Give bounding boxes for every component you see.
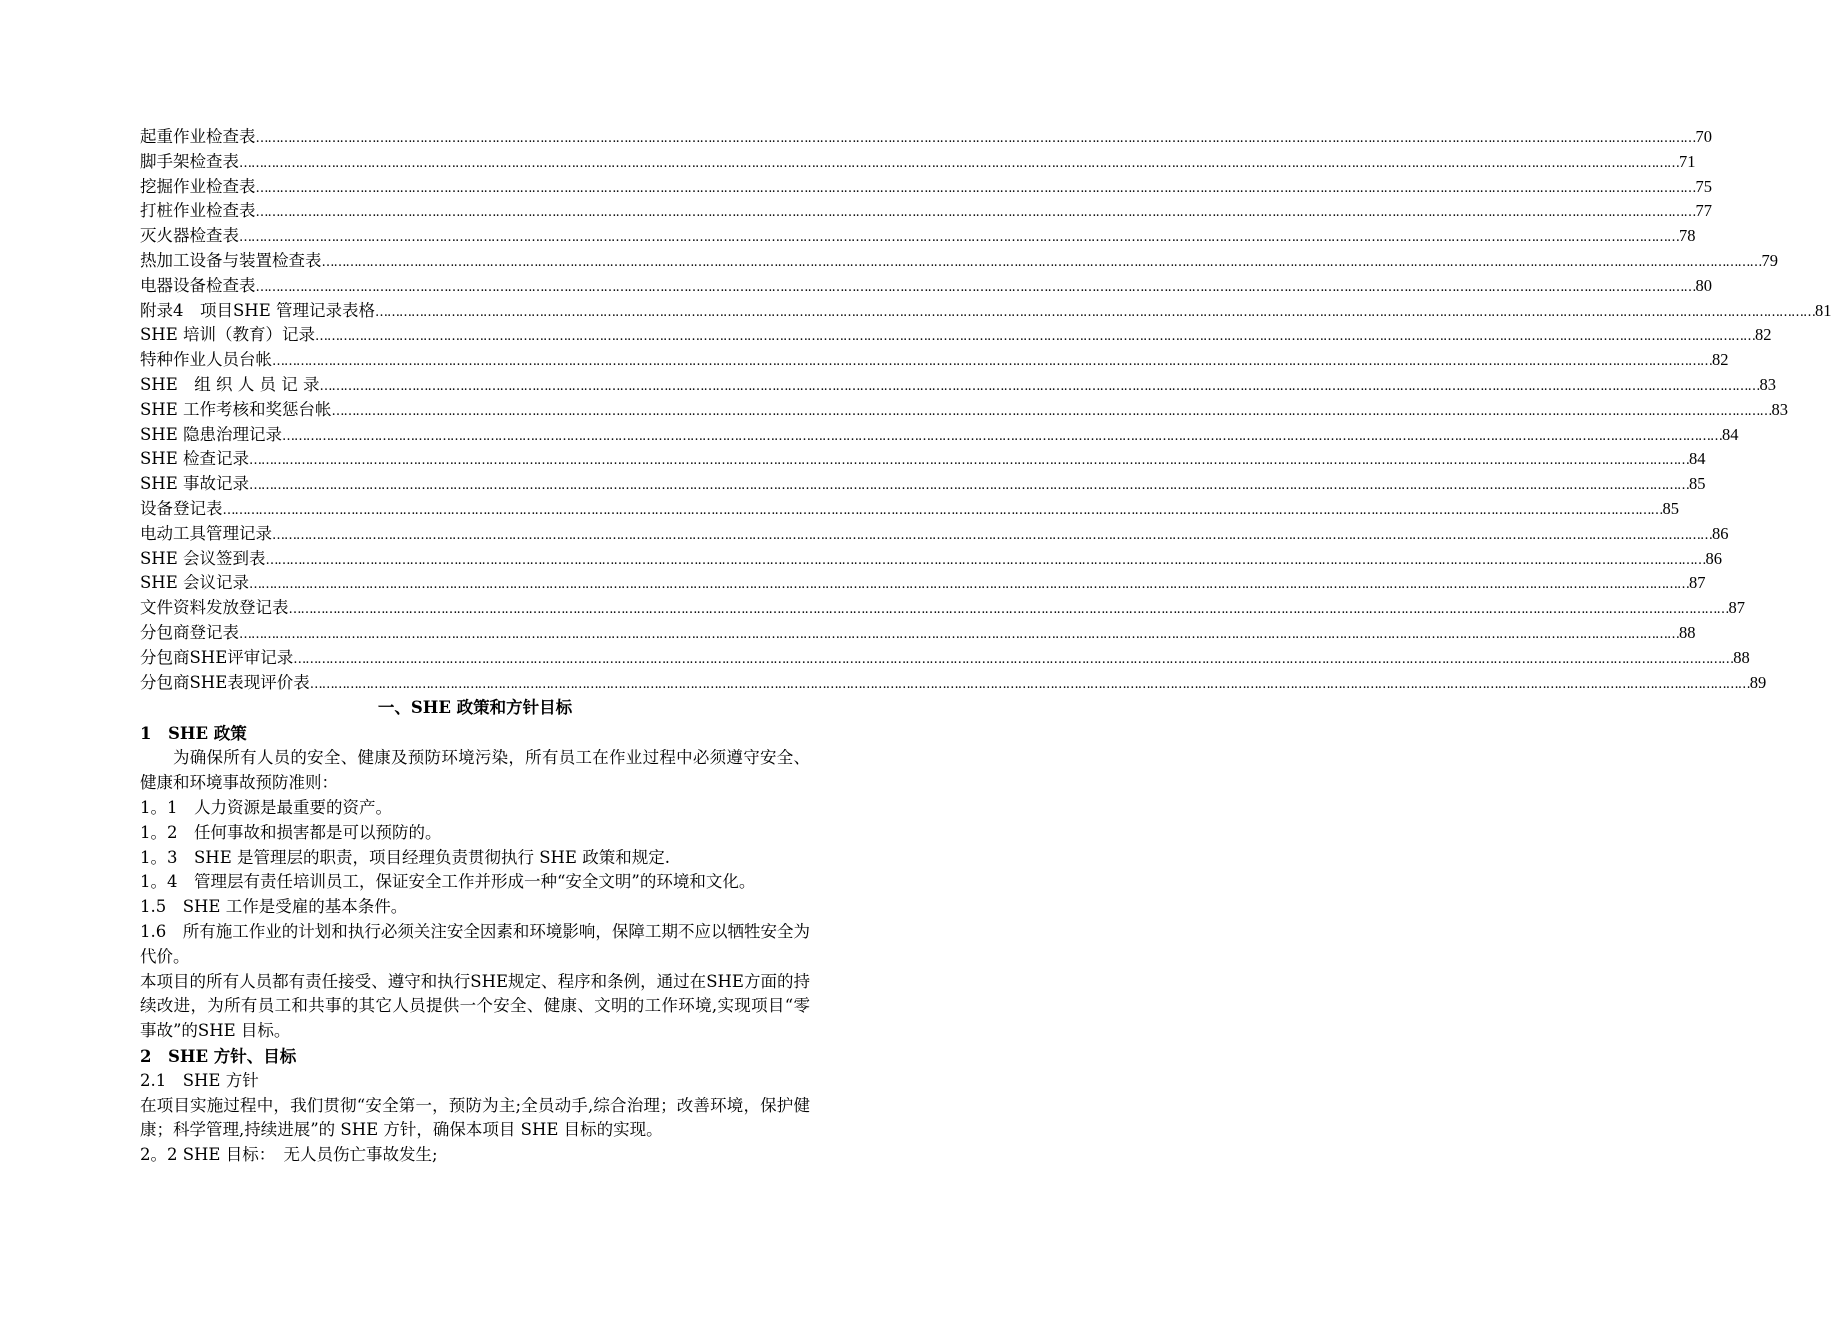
toc-entry-title: 灭火器检查表 xyxy=(140,226,239,246)
toc-entry-page: 88 xyxy=(1679,622,1696,642)
toc-entry xyxy=(140,423,1739,448)
toc-entry-title: 电动工具管理记录 xyxy=(140,523,272,543)
toc-entry xyxy=(140,596,1745,621)
toc-entry-title: 特种作业人员台帐 xyxy=(140,350,272,370)
toc-entry-page: 86 xyxy=(1712,523,1729,543)
guideline-subheading: 2.1 SHE 方针 xyxy=(140,1070,259,1090)
toc-entry xyxy=(140,373,1776,398)
toc-leader-dots: ……………………………………………………………………………………………………………………………………………………………………………………………………………………………………………………………………………………………………………………………… xyxy=(288,602,1729,618)
toc-entry-title: SHE 会议记录 xyxy=(140,573,249,593)
toc-entry-page: 71 xyxy=(1679,151,1696,171)
toc-entry-page: 87 xyxy=(1728,598,1745,618)
toc-leader-dots: ……………………………………………………………………………………………………………………………………………………………………………………………………………………………………………………………………………………………………………………………… xyxy=(374,304,1815,320)
toc-entry-title: 脚手架检查表 xyxy=(140,151,239,171)
toc-entry-page: 82 xyxy=(1754,325,1772,345)
guideline-heading: 2 SHE 方针、目标 xyxy=(140,1046,297,1066)
toc-entry xyxy=(140,299,1831,324)
toc-entry xyxy=(140,571,1706,596)
toc-entry xyxy=(140,547,1722,572)
toc-leader-dots: ……………………………………………………………………………………………………………………………………………………………………………………………………………………………………………………………………………………………………………………………… xyxy=(272,527,1712,543)
guideline-text: 在项目实施过程中，我们贯彻“安全第一，预防为主;全员动手,综合治理；改善环境，保护健康；科学管理,持续进展”的 SHE 方针，确保本项目 SHE 目标的实现。 xyxy=(140,1095,810,1140)
toc-entry xyxy=(140,398,1788,423)
policy-item: 1。4 管理层有责任培训员工，保证安全工作并形成一种“安全文明”的环境和文化。 xyxy=(140,872,756,892)
toc-entry-page: 70 xyxy=(1695,127,1712,146)
toc-entry xyxy=(140,175,1712,200)
toc-entry-page: 80 xyxy=(1695,275,1712,295)
toc-leader-dots: ……………………………………………………………………………………………………………………………………………………………………………………………………………………………………………………………………………………………………………………………… xyxy=(272,354,1712,370)
toc-entry-page: 88 xyxy=(1733,647,1750,667)
toc-entry-page: 85 xyxy=(1688,474,1706,494)
toc-leader-dots: ……………………………………………………………………………………………………………………………………………………………………………………………………………………………………………………………………………………………………………………………… xyxy=(321,254,1762,270)
toc-entry xyxy=(140,447,1706,472)
policy-closing: 本项目的所有人员都有责任接受、遵守和执行SHE规定、程序和条例，通过在SHE方面的持续改进，为所有员工和共事的其它人员提供一个安全、健康、文明的工作环境,实现项目“零事故”的SHE 目标。 xyxy=(140,971,810,1041)
toc-entry xyxy=(140,671,1767,696)
toc-entry-title: 打桩作业检查表 xyxy=(140,201,256,221)
toc-leader-dots: ……………………………………………………………………………………………………………………………………………………………………………………………………………………………………………………………………………………………………………………………… xyxy=(248,577,1689,593)
toc-entry xyxy=(140,274,1712,299)
toc-leader-dots: ……………………………………………………………………………………………………………………………………………………………………………………………………………………………………………………………………………………………………………………………… xyxy=(239,626,1679,642)
toc-leader-dots: ……………………………………………………………………………………………………………………………………………………………………………………………………………………………………………………………………………………………………………………………… xyxy=(331,403,1772,419)
section-title: 一、SHE 政策和方针目标 xyxy=(377,698,573,718)
toc-entry-title: 文件资料发放登记表 xyxy=(140,598,289,618)
toc-leader-dots: ……………………………………………………………………………………………………………………………………………………………………………………………………………………………………………………………………………………………………………………………… xyxy=(248,478,1689,494)
toc-entry-title: 电器设备检查表 xyxy=(140,275,256,295)
toc-entry-page: 84 xyxy=(1688,449,1706,469)
toc-leader-dots: ……………………………………………………………………………………………………………………………………………………………………………………………………………………………………………………………………………………………………………………………… xyxy=(265,552,1706,568)
toc-entry-title: SHE 会议签到表 xyxy=(140,548,266,568)
table-of-contents xyxy=(140,125,1831,695)
toc-leader-dots: ……………………………………………………………………………………………………………………………………………………………………………………………………………………………………………………………………………………………………………………………… xyxy=(248,453,1689,469)
toc-entry-page: 87 xyxy=(1688,573,1706,593)
toc-entry-title: 分包商登记表 xyxy=(140,622,239,642)
toc-entry-title: SHE 组 织 人 员 记 录 xyxy=(140,374,320,394)
document-page xyxy=(140,125,1831,1168)
toc-entry-title: SHE 检查记录 xyxy=(140,449,249,469)
toc-entry xyxy=(140,621,1696,646)
toc-entry xyxy=(140,522,1729,547)
policy-item: 1。2 任何事故和损害都是可以预防的。 xyxy=(140,822,442,842)
guideline-target: 2。2 SHE 目标： 无人员伤亡事故发生; xyxy=(140,1145,438,1165)
policy-item: 1.5 SHE 工作是受雇的基本条件。 xyxy=(140,897,408,917)
policy-item: 1。3 SHE 是管理层的职责，项目经理负责贯彻执行 SHE 政策和规定. xyxy=(140,847,670,867)
toc-entry-title: 分包商SHE评审记录 xyxy=(140,647,294,667)
policy-item: 1.6 所有施工作业的计划和执行必须关注安全因素和环境影响，保障工期不应以牺牲安全为代价。 xyxy=(140,921,810,966)
toc-entry-title: 分包商SHE表现评价表 xyxy=(140,672,310,692)
toc-entry xyxy=(140,224,1696,249)
toc-leader-dots: ……………………………………………………………………………………………………………………………………………………………………………………………………………………………………………………………………………………………………………………………… xyxy=(293,651,1734,667)
toc-entry-page: 78 xyxy=(1679,226,1696,246)
toc-entry xyxy=(140,348,1729,373)
toc-entry xyxy=(140,472,1706,497)
toc-entry-page: 84 xyxy=(1721,424,1739,444)
toc-entry-title: SHE 工作考核和奖惩台帐 xyxy=(140,399,332,419)
toc-entry-title: SHE 事故记录 xyxy=(140,474,249,494)
toc-entry xyxy=(140,497,1679,522)
toc-entry-page: 77 xyxy=(1695,201,1712,221)
toc-leader-dots: ……………………………………………………………………………………………………………………………………………………………………………………………………………………………………………………………………………………………………………………………… xyxy=(309,676,1750,692)
toc-leader-dots: ……………………………………………………………………………………………………………………………………………………………………………………………………………………………………………………………………………………………………………………………… xyxy=(319,378,1760,394)
policy-item: 1。1 人力资源是最重要的资产。 xyxy=(140,797,392,817)
toc-entry-page: 86 xyxy=(1705,548,1722,568)
toc-leader-dots: ……………………………………………………………………………………………………………………………………………………………………………………………………………………………………………………………………………………………………………………………… xyxy=(314,329,1755,345)
toc-entry xyxy=(140,646,1750,671)
toc-entry-page: 89 xyxy=(1749,672,1767,692)
toc-leader-dots: ……………………………………………………………………………………………………………………………………………………………………………………………………………………………………………………………………………………………………………………………… xyxy=(255,279,1696,295)
toc-leader-dots: ……………………………………………………………………………………………………………………………………………………………………………………………………………………………………………………………………………………………………………………………… xyxy=(281,428,1722,444)
toc-leader-dots: ……………………………………………………………………………………………………………………………………………………………………………………………………………………………………………………………………………………………………………………………… xyxy=(239,230,1679,246)
toc-entry-title: 设备登记表 xyxy=(140,498,223,518)
toc-entry xyxy=(140,125,1712,150)
toc-entry-page: 83 xyxy=(1759,374,1776,394)
toc-leader-dots: ……………………………………………………………………………………………………………………………………………………………………………………………………………………………………………………………………………………………………………………………… xyxy=(239,155,1679,171)
toc-entry-title: SHE 培训（教育）记录 xyxy=(140,325,315,345)
toc-entry-page: 82 xyxy=(1712,350,1729,370)
toc-entry-page: 83 xyxy=(1771,399,1788,419)
toc-leader-dots: ……………………………………………………………………………………………………………………………………………………………………………………………………………………………………………………………………………………………………………………………… xyxy=(255,180,1696,196)
toc-entry-page: 81 xyxy=(1814,300,1831,320)
toc-entry-page: 79 xyxy=(1761,250,1778,270)
toc-entry-page: 85 xyxy=(1662,498,1679,518)
toc-entry-title: 热加工设备与装置检查表 xyxy=(140,250,322,270)
policy-intro: 为确保所有人员的安全、健康及预防环境污染，所有员工在作业过程中必须遵守安全、健康和环境事故预防准则： xyxy=(140,748,810,793)
toc-entry-page: 75 xyxy=(1695,176,1712,196)
toc-leader-dots: ……………………………………………………………………………………………………………………………………………………………………………………………………………………………………………………………………………………………………………………………… xyxy=(255,205,1696,221)
toc-entry-title: 起重作业检查表 xyxy=(140,127,256,146)
toc-leader-dots: ……………………………………………………………………………………………………………………………………………………………………………………………………………………………………………………………………………………………………………………………… xyxy=(255,131,1696,146)
toc-entry xyxy=(140,150,1696,175)
policy-heading: 1 SHE 政策 xyxy=(140,724,247,744)
toc-entry-title: 附录4 项目SHE 管理记录表格 xyxy=(140,300,375,320)
toc-entry-title: SHE 隐患治理记录 xyxy=(140,424,282,444)
toc-entry-title: 挖掘作业检查表 xyxy=(140,176,256,196)
toc-entry xyxy=(140,249,1778,274)
toc-leader-dots: ……………………………………………………………………………………………………………………………………………………………………………………………………………………………………………………………………………………………………………………………… xyxy=(222,502,1663,518)
toc-entry xyxy=(140,323,1772,348)
toc-entry xyxy=(140,199,1712,224)
